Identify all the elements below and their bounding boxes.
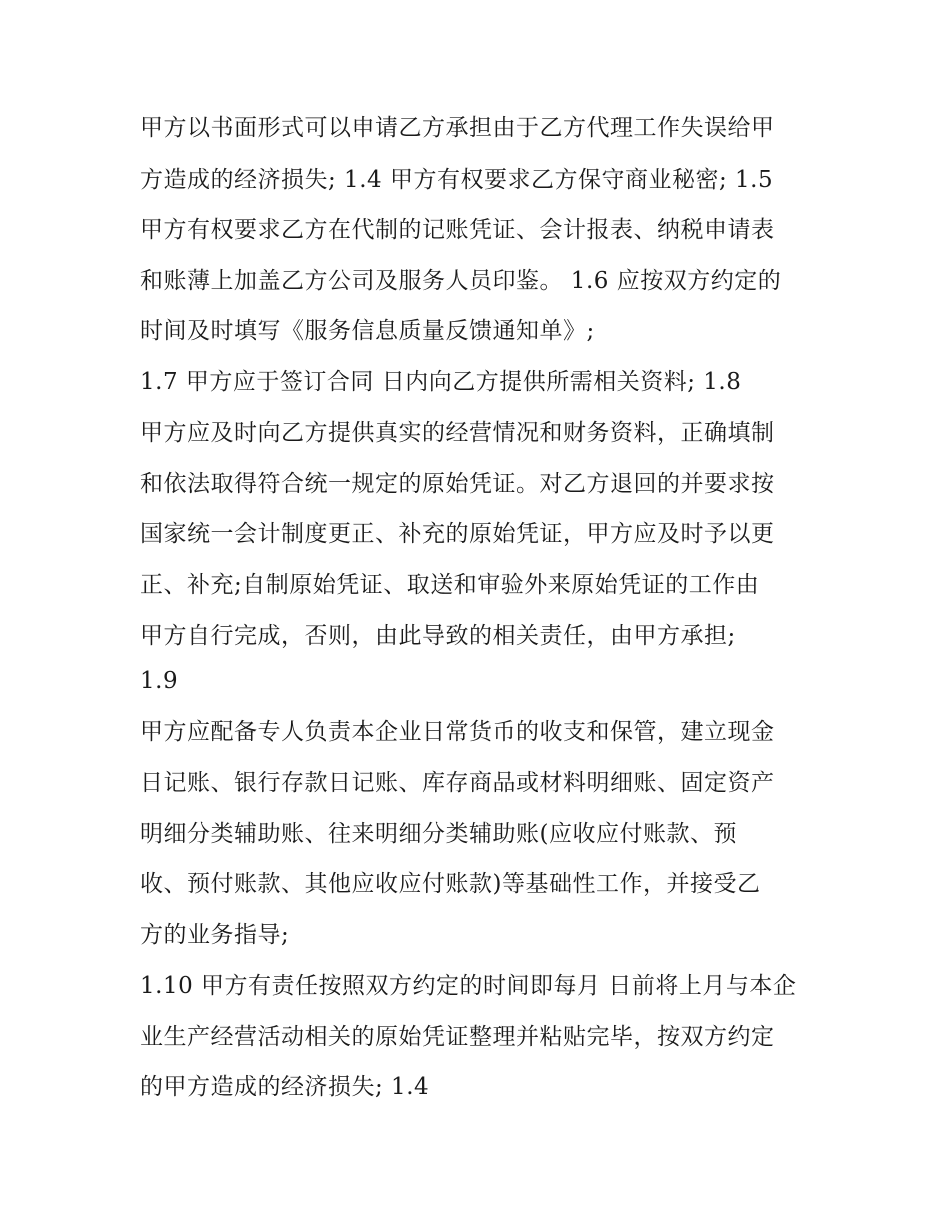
- text-line: 1.9: [140, 668, 179, 694]
- text-line: 业生产经营活动相关的原始凭证整理并粘贴完毕，按双方约定: [140, 1024, 775, 1050]
- text-line: 明细分类辅助账、往来明细分类辅助账(应收应付账款、预: [140, 821, 737, 847]
- text-line: 1.10 甲方有责任按照双方约定的时间即每月 日前将上月与本企: [140, 973, 797, 999]
- text-line: 和账薄上加盖乙方公司及服务人员印鉴。 1.6 应按双方约定的: [140, 268, 782, 294]
- text-line: 甲方自行完成，否则，由此导致的相关责任，由甲方承担;: [140, 623, 736, 649]
- text-line: 1.7 甲方应于签订合同 日内向乙方提供所需相关资料; 1.8: [140, 369, 742, 395]
- text-line: 国家统一会计制度更正、补充的原始凭证，甲方应及时予以更: [140, 521, 775, 547]
- text-line: 甲方有权要求乙方在代制的记账凭证、会计报表、纳税申请表: [140, 217, 775, 243]
- text-line: 方的业务指导;: [140, 922, 290, 948]
- text-line: 甲方应配备专人负责本企业日常货币的收支和保管，建立现金: [140, 719, 775, 745]
- text-line: 的甲方造成的经济损失; 1.4: [140, 1074, 430, 1100]
- text-line: 收、预付账款、其他应收应付账款)等基础性工作，并接受乙: [140, 871, 761, 897]
- text-line: 甲方以书面形式可以申请乙方承担由于乙方代理工作失误给甲: [140, 115, 775, 141]
- text-line: 方造成的经济损失; 1.4 甲方有权要求乙方保守商业秘密; 1.5: [140, 167, 774, 193]
- text-line: 时间及时填写《服务信息质量反馈通知单》;: [140, 318, 595, 344]
- text-line: 正、补充;自制原始凭证、取送和审验外来原始凭证的工作由: [140, 572, 760, 598]
- text-line: 甲方应及时向乙方提供真实的经营情况和财务资料，正确填制: [140, 420, 775, 446]
- text-line: 和依法取得符合统一规定的原始凭证。对乙方退回的并要求按: [140, 471, 775, 497]
- text-line: 日记账、银行存款日记账、库存商品或材料明细账、固定资产: [140, 770, 775, 796]
